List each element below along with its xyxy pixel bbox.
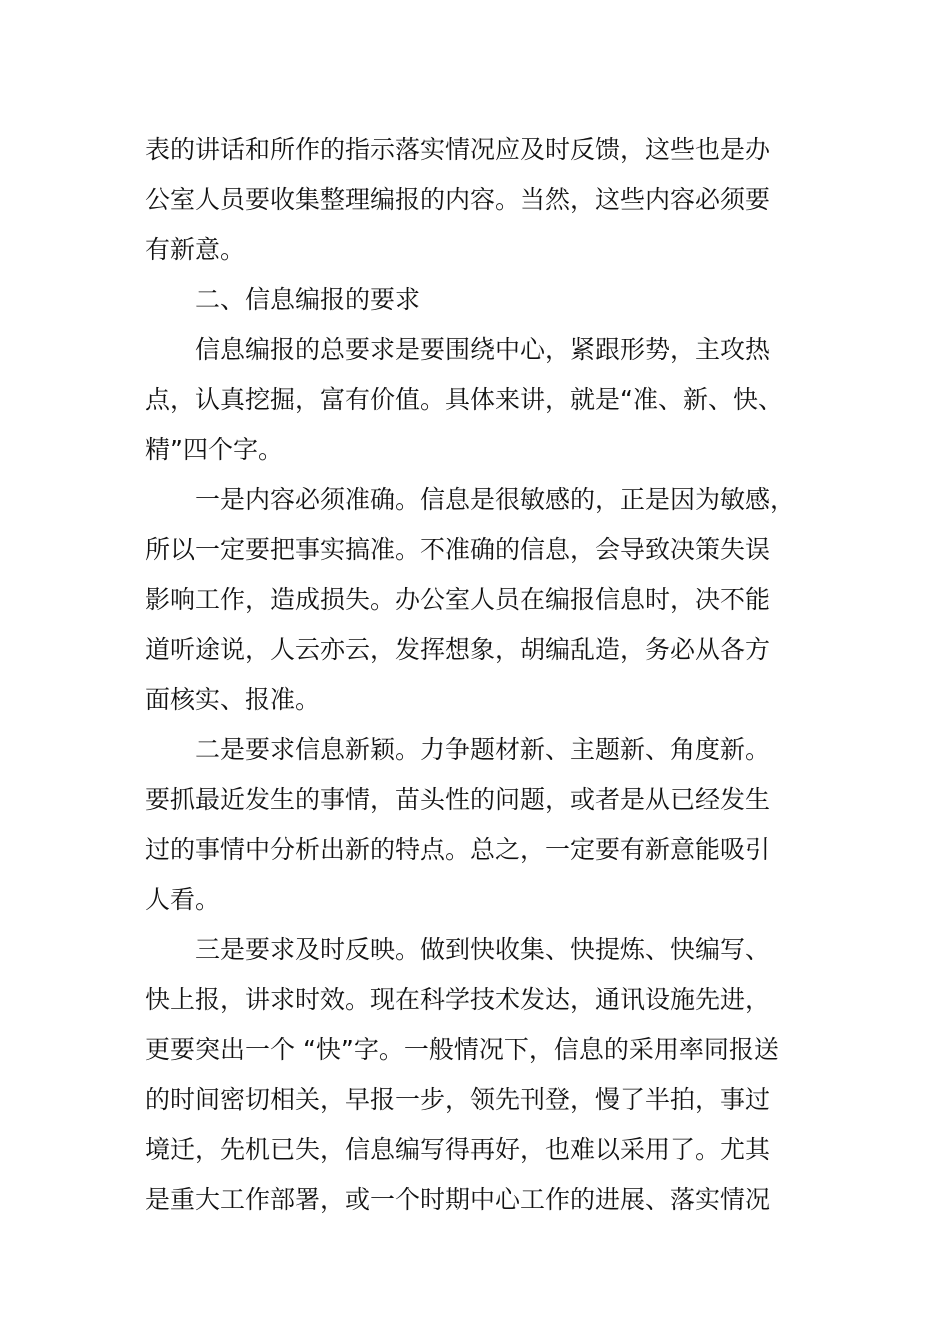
paragraph-line: 更要突出一个 “快”字。一般情况下，信息的采用率同报送: [145, 1035, 779, 1064]
paragraph-line: 二是要求信息新颖。力争题材新、主题新、角度新。: [195, 735, 771, 764]
paragraph-line: 影响工作，造成损失。办公室人员在编报信息时，决不能: [145, 585, 771, 614]
paragraph-line: 点，认真挖掘，富有价值。具体来讲，就是“准、新、快、: [145, 385, 783, 414]
paragraph-line: 快上报，讲求时效。现在科学技术发达，通讯设施先进，: [145, 985, 771, 1014]
section-heading: 二、信息编报的要求: [195, 285, 421, 314]
paragraph-line: 面核实、报准。: [145, 685, 321, 714]
paragraph-line: 有新意。: [145, 235, 246, 264]
paragraph-line: 一是内容必须准确。信息是很敏感的，正是因为敏感，: [195, 485, 796, 514]
paragraph-line: 信息编报的总要求是要围绕中心，紧跟形势，主攻热: [195, 335, 771, 364]
paragraph-line: 三是要求及时反映。做到快收集、快提炼、快编写、: [195, 935, 771, 964]
paragraph-line: 人看。: [145, 885, 221, 914]
paragraph-line: 所以一定要把事实搞准。不准确的信息，会导致决策失误: [145, 535, 771, 564]
paragraph-line: 是重大工作部署，或一个时期中心工作的进展、落实情况: [145, 1185, 771, 1214]
paragraph-line: 境迁，先机已失，信息编写得再好，也难以采用了。尤其: [145, 1135, 771, 1164]
paragraph-line: 道听途说，人云亦云，发挥想象，胡编乱造，务必从各方: [145, 635, 771, 664]
paragraph-line: 表的讲话和所作的指示落实情况应及时反馈，这些也是办: [145, 135, 771, 164]
paragraph-line: 精”四个字。: [145, 435, 283, 464]
paragraph-line: 过的事情中分析出新的特点。总之，一定要有新意能吸引: [145, 835, 771, 864]
paragraph-line: 要抓最近发生的事情，苗头性的问题，或者是从已经发生: [145, 785, 771, 814]
paragraph-line: 的时间密切相关，早报一步，领先刊登，慢了半拍，事过: [145, 1085, 771, 1114]
paragraph-line: 公室人员要收集整理编报的内容。当然，这些内容必须要: [145, 185, 771, 214]
